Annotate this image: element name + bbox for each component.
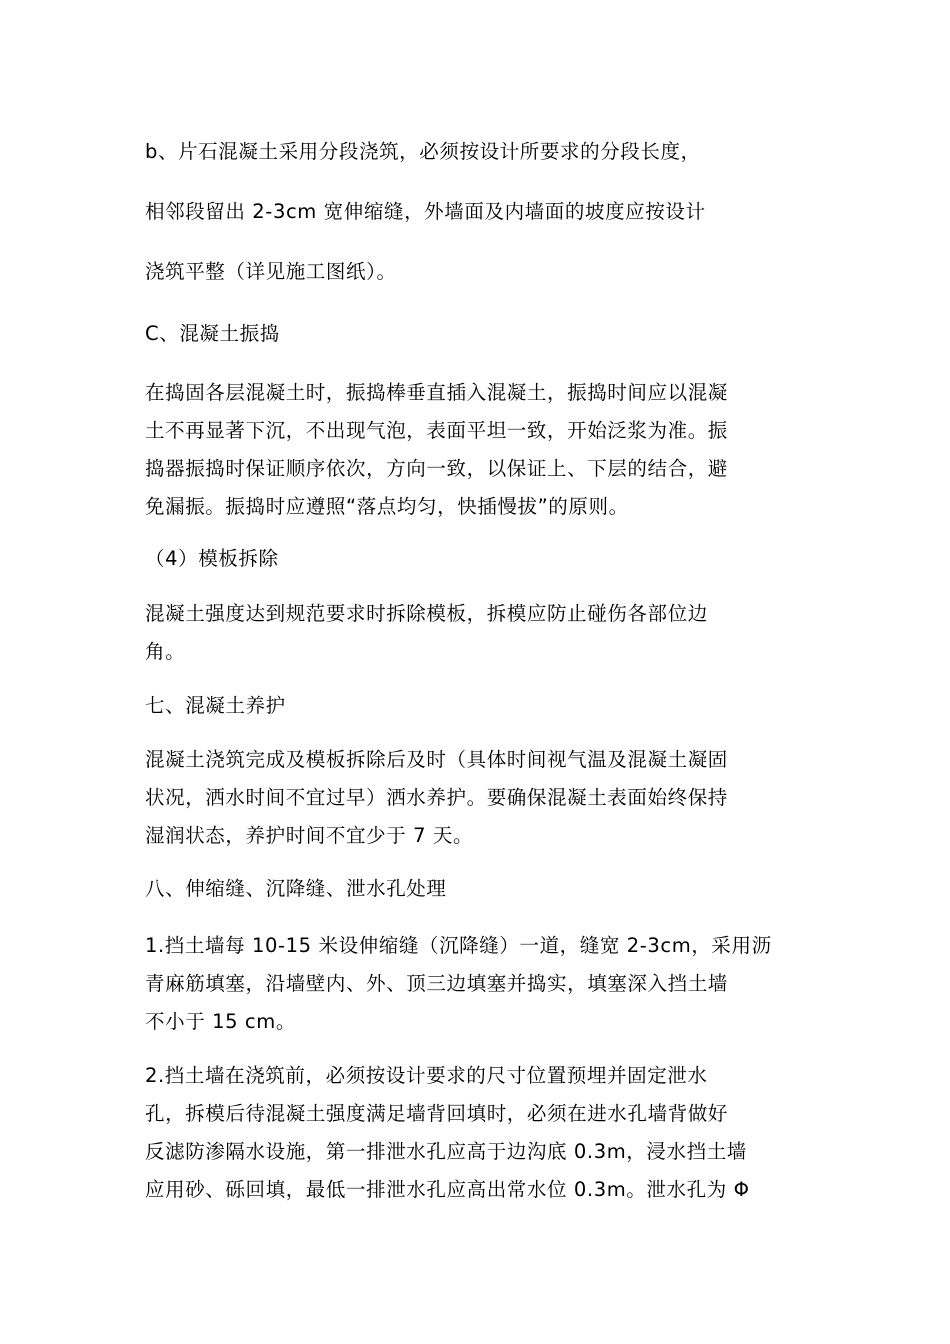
para-curing [145,741,815,855]
text-line: 混凝土浇筑完成及模板拆除后及时（具体时间视气温及混凝土凝固 [145,748,728,771]
text-line: 不小于 15 cm。 [145,1010,296,1033]
section-heading: （4）模板拆除 [145,547,279,570]
para-joints-1 [145,927,815,1041]
para-vibration [145,374,815,526]
text-line: 1.挡土墙每 10-15 米设伸缩缝（沉降缝）一道，缝宽 2-3cm，采用沥 [145,934,772,957]
heading-8-joints [145,870,815,908]
text-line: b、片石混凝土采用分段浇筑，必须按设计所要求的分段长度， [145,140,701,163]
text-line: 状况，洒水时间不宜过早）洒水养护。要确保混凝土表面始终保持 [145,786,728,809]
text-line: 捣器振捣时保证顺序依次，方向一致，以保证上、下层的结合，避 [145,457,728,480]
section-heading: 七、混凝土养护 [145,694,286,717]
text-line: 在捣固各层混凝土时，振捣棒垂直插入混凝土，振捣时间应以混凝 [145,381,728,404]
section-heading: 八、伸缩缝、沉降缝、泄水孔处理 [145,877,447,900]
text-line: 相邻段留出 2-3cm 宽伸缩缝，外墙面及内墙面的坡度应按设计 [145,200,706,223]
para-joints-2 [145,1057,815,1209]
text-line: 混凝土强度达到规范要求时拆除模板，拆模应防止碰伤各部位边 [145,602,708,625]
text-line: 土不再显著下沉，不出现气泡，表面平坦一致，开始泛浆为准。振 [145,419,728,442]
text-line: 孔，拆模后待混凝土强度满足墙背回填时，必须在进水孔墙背做好 [145,1102,728,1125]
heading-7-curing [145,687,815,725]
heading-4-formwork-removal [145,540,815,578]
text-line: 角。 [145,640,186,663]
text-line: 免漏振。振捣时应遵照“落点均匀，快插慢拔”的原则。 [145,495,629,518]
section-heading: C、混凝土振捣 [145,322,280,345]
text-line: 湿润状态，养护时间不宜少于 7 天。 [145,824,474,847]
para-b-segment-pouring [145,122,815,302]
para-formwork-removal [145,595,815,671]
heading-c-vibration [145,315,815,353]
text-line: 应用砂、砾回填，最低一排泄水孔应高出常水位 0.3m。泄水孔为 Φ [145,1178,750,1201]
text-line: 青麻筋填塞，沿墙壁内、外、顶三边填塞并捣实，填塞深入挡土墙 [145,972,728,995]
text-line: 反滤防渗隔水设施，第一排泄水孔应高于边沟底 0.3m，浸水挡土墙 [145,1140,747,1163]
text-line: 浇筑平整（详见施工图纸）。 [145,260,397,283]
text-line: 2.挡土墙在浇筑前，必须按设计要求的尺寸位置预埋并固定泄水 [145,1064,708,1087]
